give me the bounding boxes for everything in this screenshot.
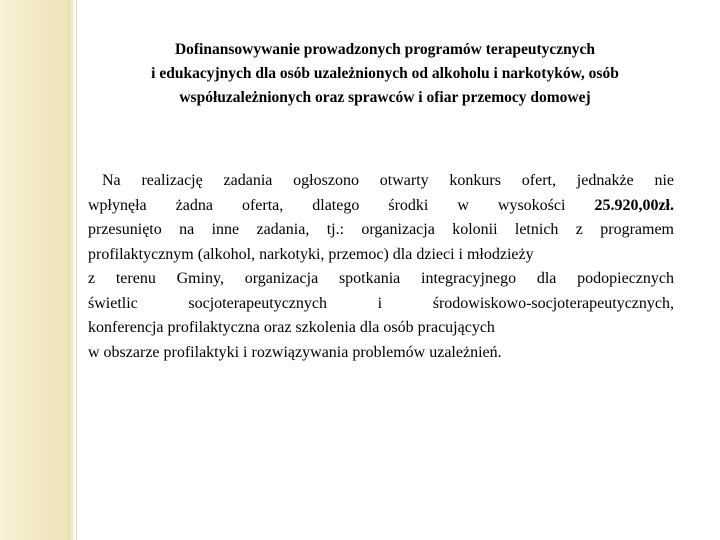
body-line: w obszarze profilaktyki i rozwiązywania problemów uzależnień. <box>88 343 502 361</box>
body-line: profilaktycznym (alkohol, narkotyki, przemoc) dla dzieci i młodzieży <box>88 245 534 263</box>
body-line-text: wpłynęła żadna oferta, dlatego środki w wysokości <box>88 196 595 214</box>
body-line: konferencja profilaktyczna oraz szkolenia dla osób pracujących <box>88 319 495 336</box>
body-line: Na realizację zadania ogłoszono otwarty konkurs ofert, jednakże nie <box>102 172 674 189</box>
decorative-side-panel <box>0 0 68 540</box>
body-paragraph <box>88 169 674 365</box>
amount-value: 25.920,00zł. <box>594 196 674 214</box>
decorative-side-border <box>68 0 74 540</box>
body-line: świetlic socjoterapeutycznych i środowiskowo-socjoterapeutycznych, <box>88 294 674 312</box>
body-line: z terenu Gminy, organizacja spotkania integracyjnego dla podopiecznych <box>88 270 674 287</box>
body-line <box>88 194 674 219</box>
title-line: Dofinansowywanie prowadzonych programów terapeutycznych <box>174 41 596 58</box>
decorative-divider <box>76 0 77 540</box>
body-line: przesunięto na inne zadania, tj.: organizacja kolonii letnich z programem <box>88 221 674 238</box>
title-line: i edukacyjnych dla osób uzależnionych od alkoholu i narkotyków, osób <box>151 65 619 82</box>
slide-title <box>80 38 690 110</box>
title-line: współuzależnionych oraz sprawców i ofiar przemocy domowej <box>179 89 591 106</box>
